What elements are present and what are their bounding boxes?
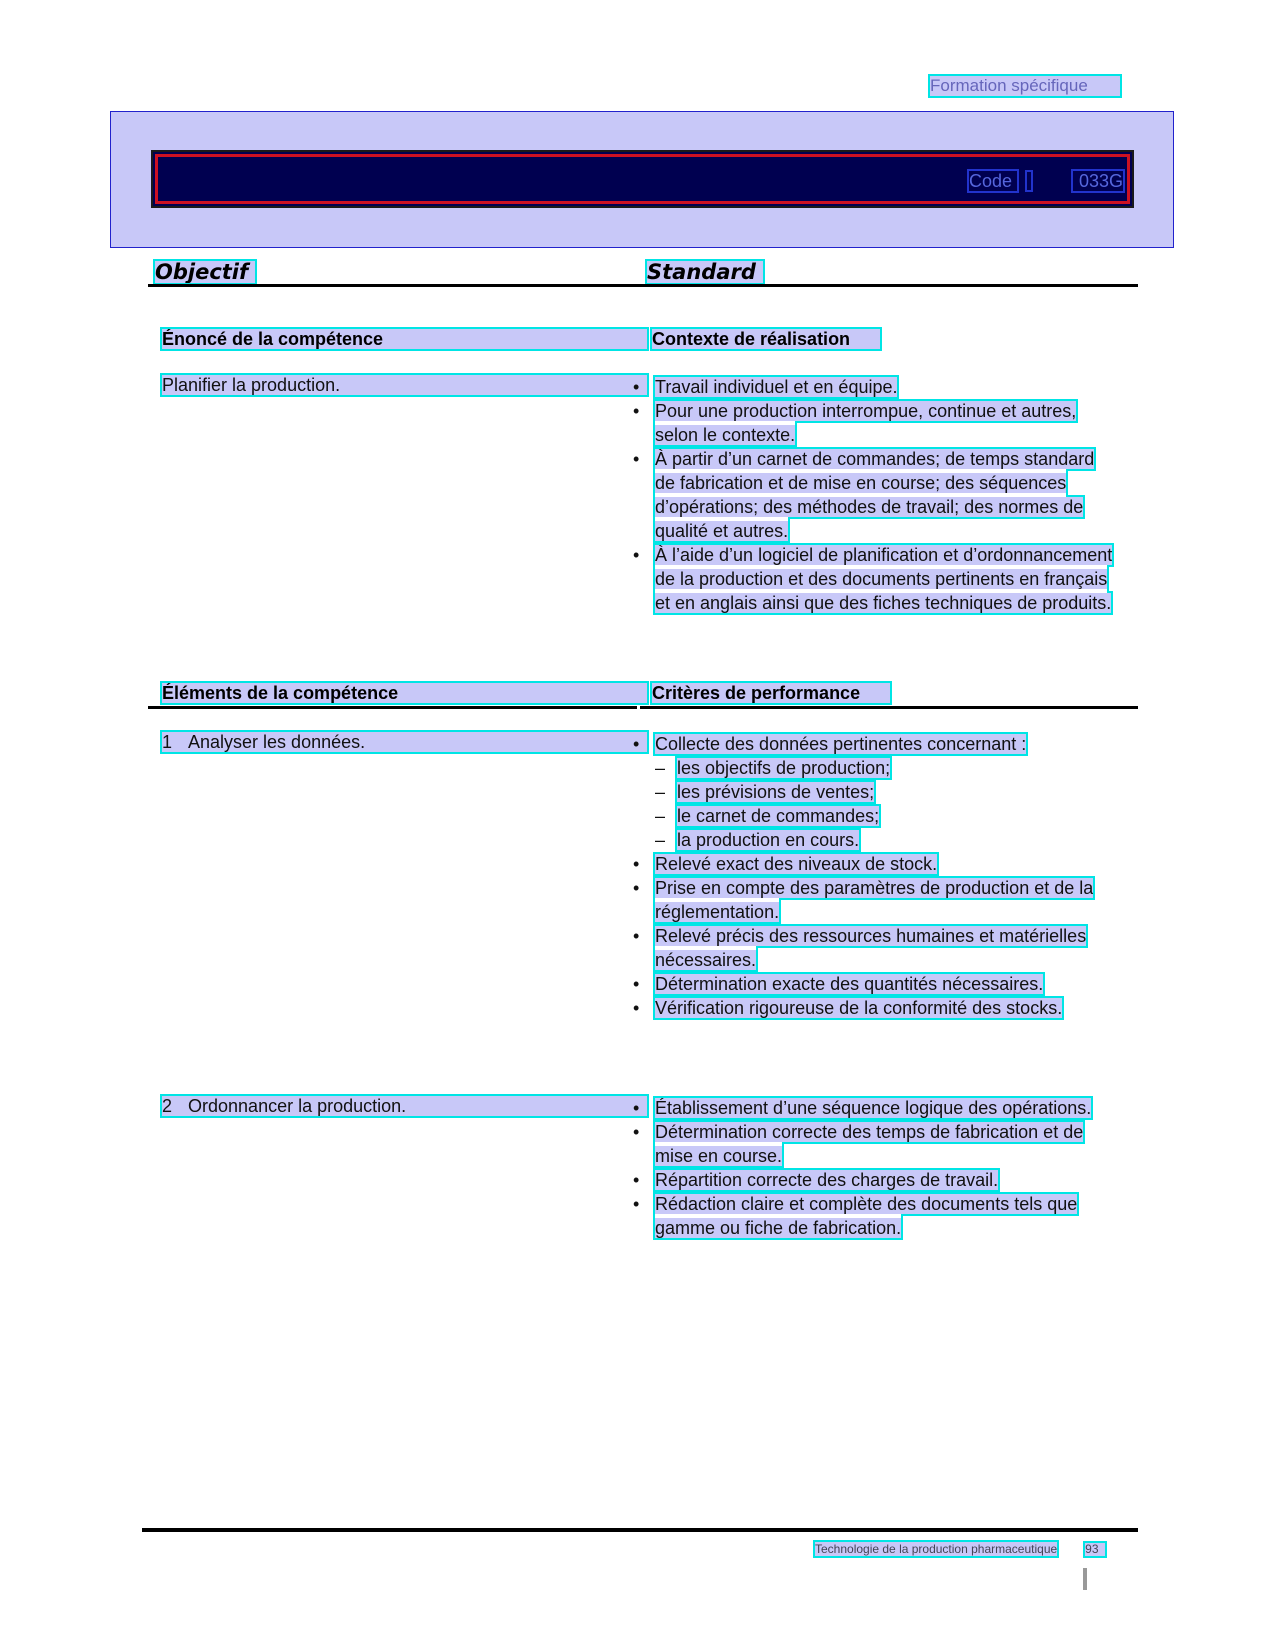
section-rule-left xyxy=(148,706,637,709)
title-banner xyxy=(110,111,1174,248)
footer-rule xyxy=(142,1528,1138,1532)
footer-program: Technologie de la production pharmaceutique xyxy=(815,1542,1058,1556)
code-value: 033G xyxy=(1073,171,1123,191)
bullet-icon: • xyxy=(633,449,640,469)
list-item: • Rédaction claire et complète des documents tels que gamme ou fiche de fabrication. xyxy=(633,1194,1078,1238)
list-item: • Travail individuel et en équipe. xyxy=(633,377,898,397)
bullet-icon: • xyxy=(633,401,640,421)
sub-list xyxy=(655,756,1115,852)
element-1 xyxy=(162,732,647,752)
sub-list-item: – les prévisions de ventes; xyxy=(655,782,875,802)
bullet-icon: • xyxy=(633,545,640,565)
title-bar xyxy=(151,150,1134,208)
element-2 xyxy=(162,1096,647,1116)
bullet-icon: • xyxy=(633,377,640,397)
list-item: • Relevé exact des niveaux de stock. xyxy=(633,854,938,874)
bullet-icon: • xyxy=(633,1122,640,1142)
bullet-icon: • xyxy=(633,926,640,946)
list-item: • À partir d’un carnet de commandes; de temps standard de fabrication et de mise en course; des séquences d’opérations; des méthodes de travail; des normes de qualité et autres. xyxy=(633,449,1095,541)
bullet-icon: • xyxy=(633,998,640,1018)
page-marker xyxy=(1083,1568,1087,1590)
page-number: 93 xyxy=(1085,1543,1105,1556)
heading-rule xyxy=(148,284,1138,287)
sub-list-item: – le carnet de commandes; xyxy=(655,806,880,826)
standard-heading: Standard xyxy=(647,261,763,283)
list-item: • Détermination exacte des quantités nécessaires. xyxy=(633,974,1044,994)
bullet-icon: • xyxy=(633,854,640,874)
list-item: • À l’aide d’un logiciel de planification et d’ordonnancement de la production et des documents pertinents en français et en anglais ainsi que des fiches techniques de produits. xyxy=(633,545,1113,613)
bullet-icon: • xyxy=(633,1170,640,1190)
list-item: • Établissement d’une séquence logique des opérations. xyxy=(633,1098,1092,1118)
bullet-icon: • xyxy=(633,974,640,994)
criteria-list-1 xyxy=(633,732,1115,1020)
sub-list-item: – les objectifs de production; xyxy=(655,758,891,778)
objective-heading: Objectif xyxy=(155,261,255,283)
performance-criteria-heading: Critères de performance xyxy=(652,683,890,703)
competence-statement-heading: Énoncé de la compétence xyxy=(162,329,647,349)
element-number: 1 xyxy=(162,732,173,752)
sub-list-item: – la production en cours. xyxy=(655,830,860,850)
bullet-icon: • xyxy=(633,1194,640,1214)
dash-icon: – xyxy=(655,782,666,802)
list-item: • Collecte des données pertinentes concernant : – les objectifs de production; – les prévisions de ventes; – le carnet de commandes; – la production en cours. xyxy=(655,732,1115,852)
code-label: Code xyxy=(969,171,1017,191)
context-list xyxy=(633,375,1115,615)
competence-elements-heading: Éléments de la compétence xyxy=(162,683,647,703)
element-label: Analyser les données. xyxy=(188,732,366,752)
list-item: • Vérification rigoureuse de la conformité des stocks. xyxy=(633,998,1063,1018)
title-bar-border xyxy=(155,154,1130,204)
criteria-list-2 xyxy=(633,1096,1115,1240)
dash-icon: – xyxy=(655,758,666,778)
running-header: Formation spécifique xyxy=(930,76,1120,96)
dash-icon: – xyxy=(655,830,666,850)
list-item: • Répartition correcte des charges de travail. xyxy=(633,1170,999,1190)
dash-icon: – xyxy=(655,806,666,826)
bullet-icon: • xyxy=(633,1098,640,1118)
competence-statement: Planifier la production. xyxy=(162,375,647,395)
list-item: • Pour une production interrompue, continue et autres, selon le contexte. xyxy=(633,401,1077,445)
bullet-icon: • xyxy=(633,734,640,754)
bullet-icon: • xyxy=(633,878,640,898)
list-item: • Prise en compte des paramètres de production et de la réglementation. xyxy=(633,878,1094,922)
element-number: 2 xyxy=(162,1096,173,1116)
context-heading: Contexte de réalisation xyxy=(652,329,880,349)
list-item: • Détermination correcte des temps de fabrication et de mise en course. xyxy=(633,1122,1084,1166)
element-label: Ordonnancer la production. xyxy=(188,1096,407,1116)
list-item: • Relevé précis des ressources humaines et matérielles nécessaires. xyxy=(633,926,1087,970)
code-separator xyxy=(1027,172,1031,190)
section-rule-right xyxy=(640,706,1138,709)
footer xyxy=(815,1543,1115,1556)
